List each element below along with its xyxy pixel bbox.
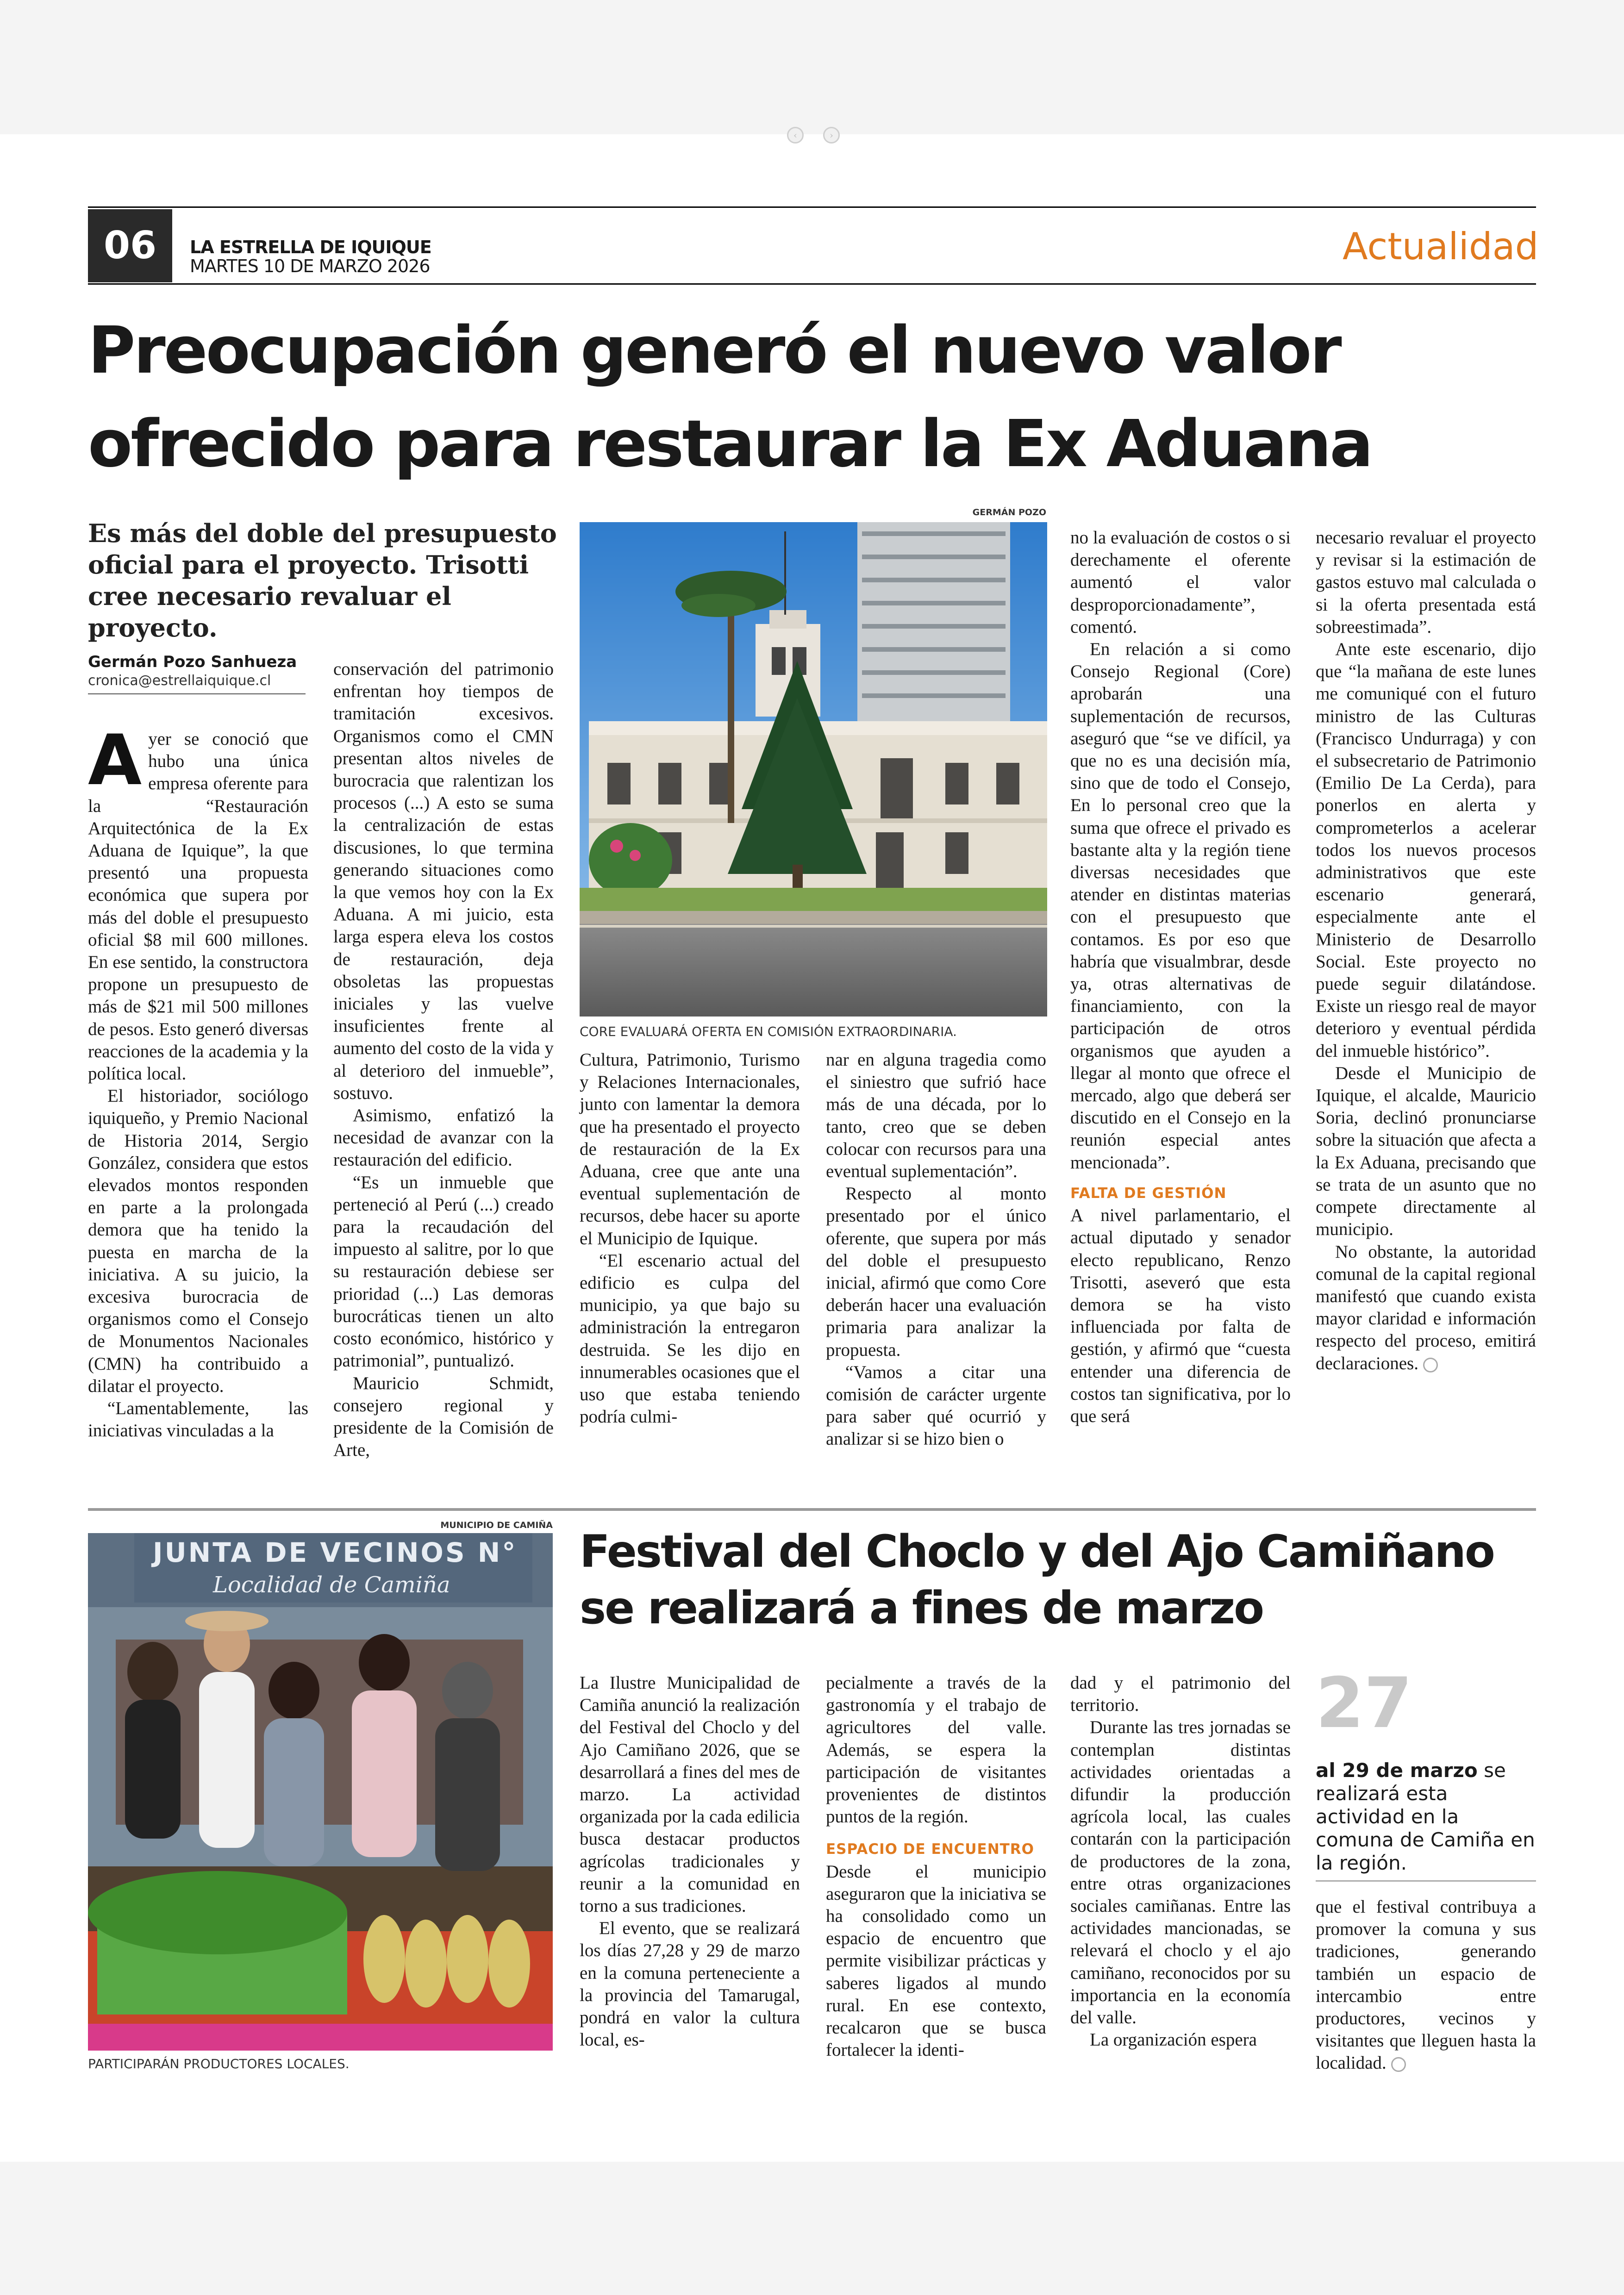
paragraph: Ante este escenario, dijo que “la mañana de este lunes me comuniqué con el futuro ministro de las Culturas (Francisco Undurraga) y con el subsecretario de Patrimonio (Emilio De La Cerda), para ponerlos en alerta y comprometerlos a acelerar todos los nuevos procesos administrativos que este escenario generará, especialmente ante el Ministerio de Desarrollo Social. Este proyecto no puede seguir dilatándose. Existe un riesgo real de mayor deterioro y eventual pérdida del inmueble histórico”. xyxy=(1316,639,1536,1061)
drop-cap: A xyxy=(88,720,142,801)
viewer-top-margin xyxy=(0,0,1624,134)
stat-text: se realizará esta actividad en la comuna de Camiña en la región. xyxy=(1316,1759,1535,1874)
article2-column-1 xyxy=(580,1672,800,2051)
section-label: Actualidad xyxy=(1343,225,1539,268)
header-bottom-rule xyxy=(88,283,1536,285)
byline-rule xyxy=(88,693,306,694)
paragraph: no la evaluación de costos o si derechamente el oferente aumentó el valor desproporcionadamente”, comentó. xyxy=(1070,528,1291,637)
paragraph: Desde el municipio aseguraron que la iniciativa se ha consolidado como un espacio de encuentro que permite visibilizar prácticas y saberes ligados al mundo rural. En ese contexto, recalcaron que se busca fortalecer la identi- xyxy=(826,1861,1046,2060)
issue-date: MARTES 10 DE MARZO 2026 xyxy=(190,256,430,276)
article-column-3 xyxy=(580,1049,800,1428)
article2-column-4 xyxy=(1316,1896,1536,2075)
article2-headline-line2: se realizará a fines de marzo xyxy=(580,1582,1263,1634)
paragraph: Desde el Municipio de Iquique, el alcalde, Mauricio Soria, declinó pronunciarse sobre la situación que afecta a la Ex Aduana, precisando que se trata de un asunto que no compete directamente al municipio. xyxy=(1316,1063,1536,1240)
newspaper-name: LA ESTRELLA DE IQUIQUE xyxy=(190,237,431,257)
paragraph: Asimismo, enfatizó la necesidad de avanzar con la restauración del edificio. xyxy=(333,1105,554,1170)
paragraph: que el festival contribuya a promover la comuna y sus tradiciones, generando también un espacio de intercambio entre productores, vecinos y visitantes que lleguen hasta la localidad. xyxy=(1316,1897,1536,2073)
article2-column-2 xyxy=(826,1672,1046,2061)
paragraph: nar en alguna tragedia como el siniestro que sufrió hace más de una década, por lo tanto, creo que se deben colocar con recursos para una eventual suplementación”. xyxy=(826,1050,1046,1182)
paragraph: En relación a si como Consejo Regional (Core) aprobarán una suplementación de recursos, aseguró que “se ve difícil, ya que no es una decisión mía, sino que de todo el Consejo, En lo personal creo que la suma que ofrece el privado es bastante alta y la región tiene diversas necesidades que atender en distintas materias con el presupuesto que contamos. Es por eso que habría que visualmbrar, desde ya, otras alternativas de financiamiento, con la participación de otros organismos que ayuden a llegar al monto que ofrece el mercado, algo que deberá ser discutido en el Consejo en la reunión especial antes mencionada”. xyxy=(1070,639,1291,1172)
article-column-4 xyxy=(826,1049,1046,1451)
article2-headline-line1: Festival del Choclo y del Ajo Camiñano xyxy=(580,1526,1494,1578)
article-deck: Es más del doble del presupuesto oficial para el proyecto. Trisotti cree necesario revaluar el proyecto. xyxy=(88,518,557,642)
header-top-rule xyxy=(88,206,1536,208)
banner-text-2: Localidad de Camiña xyxy=(213,1572,450,1598)
paragraph: No obstante, la autoridad comunal de la capital regional manifestó que cuando exista mayor claridad e información respecto del proceso, emitirá declaraciones. xyxy=(1316,1241,1536,1373)
paragraph: yer se conoció que hubo una única empresa oferente para la “Restauración Arquitectónica de la Ex Aduana de Iquique”, la que presentó una propuesta económica que supera por más del doble el presupuesto oficial $8 mil 600 millones. En ese sentido, la constructora propone un presupuesto de más de $21 mil 500 millones de pesos. Esto generó diversas reacciones de la academia y la política local. xyxy=(88,729,308,1084)
paragraph: La organización espera xyxy=(1090,2030,1257,2050)
paragraph: pecialmente a través de la gastronomía y el trabajo de agricultores del valle. Además, se espera la participación de visitantes provenientes de distintos puntos de la región. xyxy=(826,1673,1046,1827)
author-email: cronica@estrellaiquique.cl xyxy=(88,673,271,689)
paragraph: Respecto al monto presentado por el único oferente, que supera por más del doble el presupuesto inicial, afirmó que como Core deberán hacer una evaluación primaria para analizar la propuesta. xyxy=(826,1184,1046,1360)
page-number: 06 xyxy=(88,209,172,282)
paragraph: El historiador, sociólogo iquiqueño, y Premio Nacional de Historia 2014, Sergio González, considera que estos elevados montos responden en parte a la prolongada demora que ha tenido la puesta en marcha de la iniciativa. A su juicio, la excesiva burocracia de organismos como el Consejo de Monumentos Nacionales (CMN) ha contribuido a dilatar el proyecto. xyxy=(88,1086,308,1396)
stat-rule xyxy=(1316,1880,1536,1882)
paragraph: “Vamos a citar una comisión de carácter urgente para saber qué ocurrió y analizar si se hizo bien o xyxy=(826,1362,1046,1449)
photo-credit: GERMÁN POZO xyxy=(972,507,1046,518)
article-separator xyxy=(88,1508,1536,1511)
article-headline-line1: Preocupación generó el nuevo valor xyxy=(88,313,1340,388)
article-column-6 xyxy=(1316,527,1536,1375)
article-column-5 xyxy=(1070,527,1291,1428)
article2-column-3 xyxy=(1070,1672,1291,2051)
stat-description xyxy=(1316,1759,1536,1875)
photo-credit-2: MUNICIPIO DE CAMIÑA xyxy=(440,1520,553,1530)
banner-text-1: JUNTA DE VECINOS N° xyxy=(153,1537,518,1568)
subheading-espacio-de-encuentro: ESPACIO DE ENCUENTRO xyxy=(826,1841,1035,1858)
paragraph: Cultura, Patrimonio, Turismo y Relaciones Internacionales, junto con lamentar la demora que ha presentado el proyecto de restauración de la Ex Aduana, cree que ante una eventual suplementación de recursos, debe hacer su aporte el Municipio de Iquique. xyxy=(580,1050,800,1248)
end-mark-icon xyxy=(1423,1358,1438,1372)
paragraph: “Lamentablemente, las iniciativas vinculadas a la xyxy=(88,1398,308,1441)
festival-photo xyxy=(88,1533,553,2051)
author-name: Germán Pozo Sanhueza xyxy=(88,653,297,671)
paragraph: La Ilustre Municipalidad de Camiña anunció la realización del Festival del Choclo y del Ajo Camiñano 2026, que se desarrollará a fines del mes de marzo. La actividad organizada por la cada edilicia busca destacar productos agrícolas tradicionales y reunir a la comunidad en torno a sus tradiciones. xyxy=(580,1673,800,1916)
paragraph: A nivel parlamentario, el actual diputado y senador electo republicano, Renzo Trisotti, aseveró que esta demora se ha visto influenciada por falta de gestión, y afirmó que “cuesta entender una diferencia de costos tan significativa, por lo que será xyxy=(1070,1205,1291,1426)
viewer-bottom-margin xyxy=(0,2162,1624,2295)
photo-caption-2: PARTICIPARÁN PRODUCTORES LOCALES. xyxy=(88,2056,350,2071)
subheading-falta-de-gestion: FALTA DE GESTIÓN xyxy=(1070,1185,1227,1202)
paragraph: conservación del patrimonio enfrentan hoy tiempos de tramitación excesivos. Organismos como el CMN presentan altos niveles de burocracia que ralentizan los procesos (...) A esto se suma la centralización de estas discusiones, lo que termina generando situaciones como la que vemos hoy con la Ex Aduana. A mi juicio, esta larga espera eleva los costos de restauración, deja obsoletas las propuestas iniciales y las vuelve insuficientes frente al aumento del costo de la vida y al deterioro del inmueble”, sostuvo. xyxy=(333,659,554,1103)
article-column-1 xyxy=(88,720,308,1442)
paragraph: Durante las tres jornadas se contemplan distintas actividades orientadas a difundir la producción agrícola local, las cuales contarán con la participación de productores de la zona, entre otras organizaciones sociales camiñanas. Entre las actividades mancionadas, se relevará el choclo y el ajo camiñano, reconocidos por su importancia en la economía del valle. xyxy=(1070,1717,1291,2028)
article-column-2 xyxy=(333,658,554,1461)
ex-aduana-photo xyxy=(580,522,1047,1017)
stat-number: 27 xyxy=(1316,1663,1412,1744)
paragraph: Mauricio Schmidt, consejero regional y presidente de la Comisión de Arte, xyxy=(333,1373,554,1460)
prev-page-icon[interactable]: ‹ xyxy=(787,127,804,143)
paragraph: dad y el patrimonio del territorio. xyxy=(1070,1673,1291,1715)
paragraph: necesario revaluar el proyecto y revisar si la estimación de gastos estuvo mal calculada o si la oferta presentada está sobreestimada”. xyxy=(1316,528,1536,637)
paragraph: “Es un inmueble que perteneció al Perú (...) creado para la recaudación del impuesto al salitre, por lo que su restauración debiese ser prioridad (...) Las demoras burocráticas tienen un alto costo económico, histórico y patrimonial”, puntualizó. xyxy=(333,1172,554,1371)
photo-caption: CORE EVALUARÁ OFERTA EN COMISIÓN EXTRAORDINARIA. xyxy=(580,1024,957,1039)
stat-date-range: al 29 de marzo xyxy=(1316,1759,1478,1782)
end-mark-icon xyxy=(1391,2057,1406,2072)
article-headline-line2: ofrecido para restaurar la Ex Aduana xyxy=(88,406,1372,482)
paragraph: “El escenario actual del edificio es culpa del municipio, ya que bajo su administración la entregaron destruida. Se les dijo en innumerables ocasiones que el uso que estaba teniendo podría culmi- xyxy=(580,1250,800,1427)
next-page-icon[interactable]: › xyxy=(823,127,840,143)
paragraph: El evento, que se realizará los días 27,28 y 29 de marzo en la comuna perteneciente a la provincia del Tamarugal, pondrá en valor la cultura local, es- xyxy=(580,1918,800,2050)
